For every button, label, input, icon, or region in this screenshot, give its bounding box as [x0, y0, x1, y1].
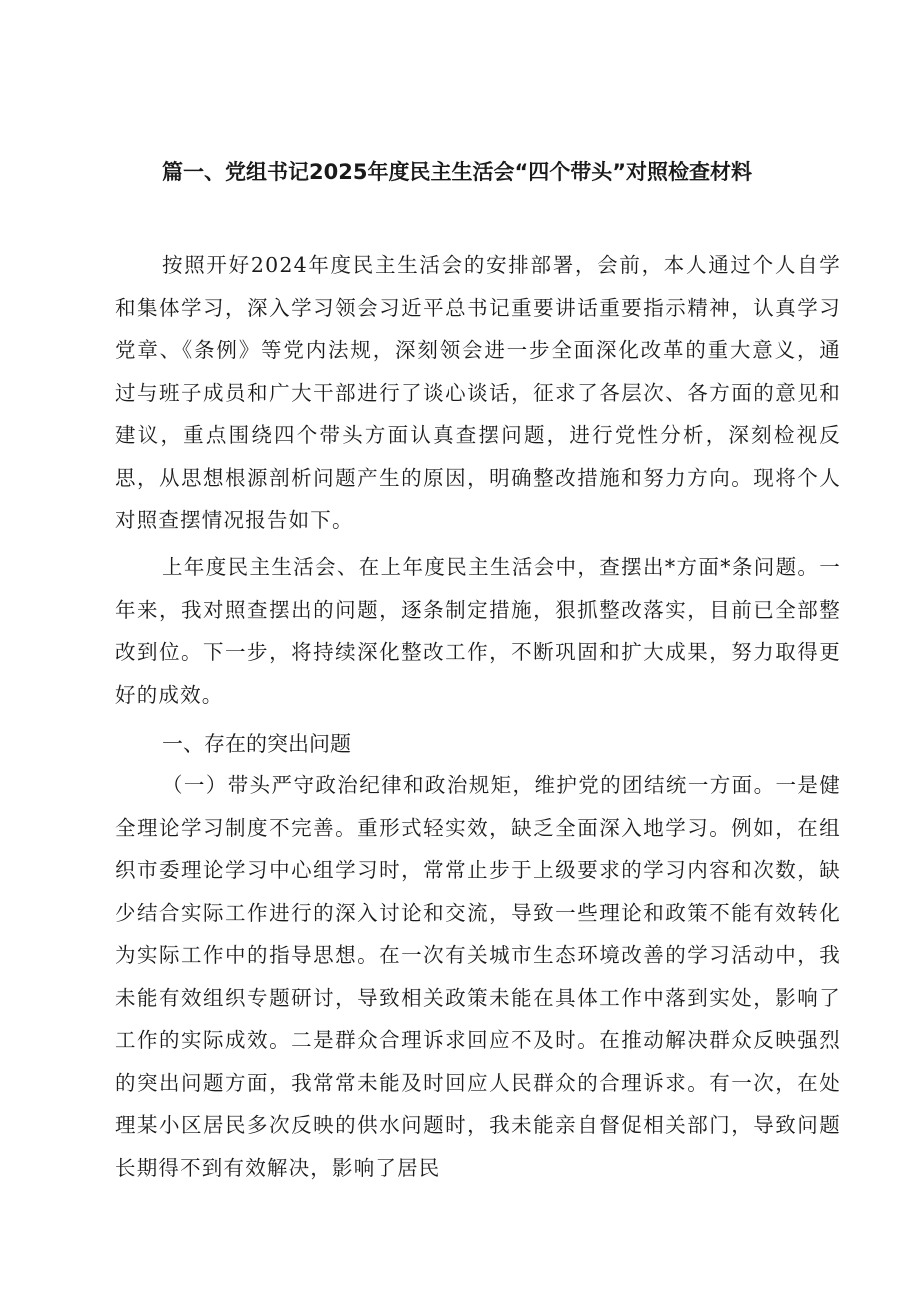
intro-paragraph: 按照开好2024年度民主生活会的安排部署，会前，本人通过个人自学和集体学习，深入学习领会习近平总书记重要讲话重要指示精神，认真学习党章、《条例》等党内法规，深刻领会进一步全面深化改革的重大意义，通过与班子成员和广大干部进行了谈心谈话，征求了各层次、各方面的意见和建议，重点围绕四个带头方面认真查摆问题，进行党性分析，深刻检视反思，从思想根源剖析问题产生的原因，明确整改措施和努力方向。现将个人对照查摆情况报告如下。 — [115, 253, 841, 532]
section-one-paragraph: （一）带头严守政治纪律和政治规矩，维护党的团结统一方面。一是健全理论学习制度不完善。重形式轻实效，缺乏全面深入地学习。例如，在组织市委理论学习中心组学习时，常常止步于上级要求的学习内容和次数，缺少结合实际工作进行的深入讨论和交流，导致一些理论和政策不能有效转化为实际工作中的指导思想。在一次有关城市生态环境改善的学习活动中，我未能有效组织专题研讨，导致相关政策未能在具体工作中落到实处，影响了工作的实际成效。二是群众合理诉求回应不及时。在推动解决群众反映强烈的突出问题方面，我常常未能及时回应人民群众的合理诉求。有一次，在处理某小区居民多次反映的供水问题时，我未能亲自督促相关部门，导致问题长期得不到有效解决，影响了居民 — [115, 773, 841, 1180]
previous-year-paragraph: 上年度民主生活会、在上年度民主生活会中，查摆出*方面*条问题。一年来，我对照查摆出的问题，逐条制定措施，狠抓整改落实，目前已全部整改到位。下一步，将持续深化整改工作，不断巩固和扩大成果，努力取得更好的成效。 — [115, 555, 841, 707]
document-title: 篇一、党组书记2025年度民主生活会“四个带头”对照检查材料 — [162, 160, 753, 184]
section-one-heading: 一、存在的突出问题 — [162, 732, 351, 756]
